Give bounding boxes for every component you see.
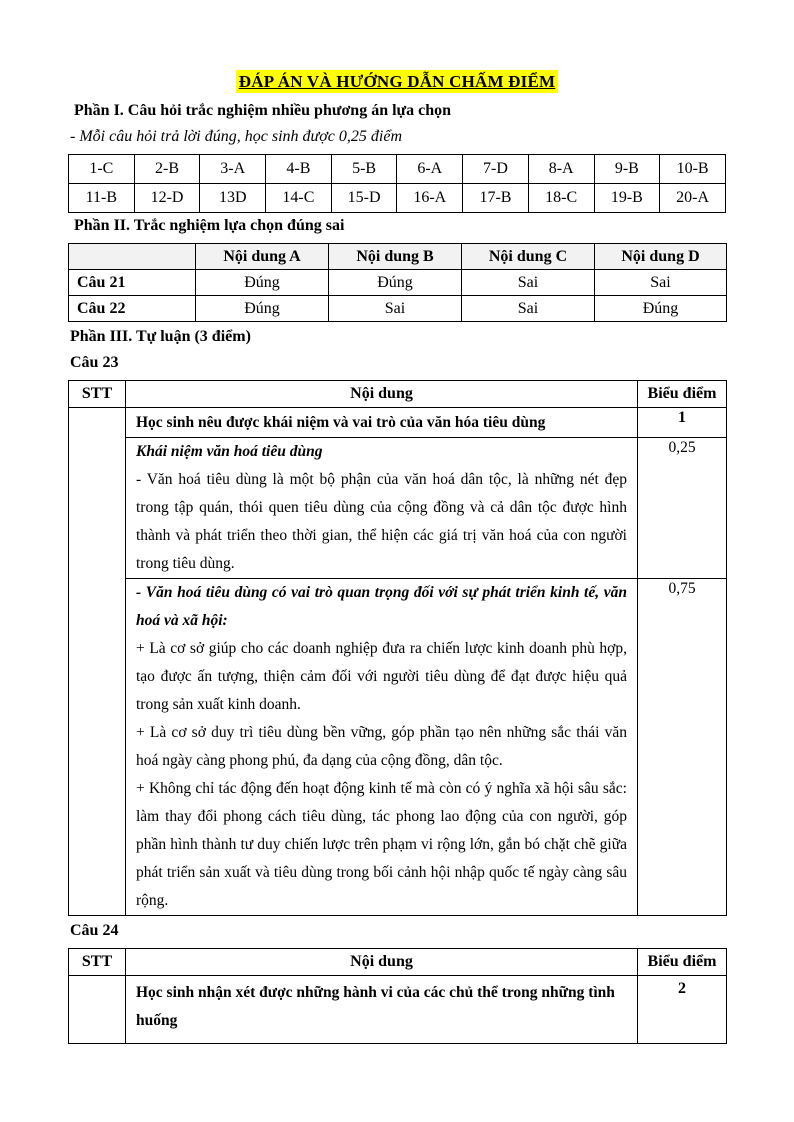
document-title: ĐÁP ÁN VÀ HƯỚNG DẪN CHẤM ĐIỂM [236, 70, 559, 93]
answer-cell: 6-A [397, 155, 463, 184]
truefalse-value: Đúng [329, 270, 462, 296]
answer-row [69, 155, 726, 184]
content-paragraph: + Là cơ sở giúp cho các doanh nghiệp đưa ra chiến lược kinh doanh phù hợp, tạo được ấn tượng, thiện cảm đối với người tiêu dùng để đạt được hiệu quả trong sản xuất kinh doanh. [136, 640, 627, 713]
rubric-content: Học sinh nhận xét được những hành vi của các chủ thể trong những tình huống [126, 976, 638, 1044]
rubric-content [126, 438, 638, 579]
answer-cell: 14-C [266, 184, 332, 213]
answer-cell: 11-B [69, 184, 135, 213]
rubric-header-row [69, 381, 727, 408]
rubric-row [69, 579, 727, 916]
mcq-answer-table [68, 154, 726, 213]
empty-header-cell [69, 244, 196, 270]
part1-heading: Phần I. Câu hỏi trắc nghiệm nhiều phương án lựa chọn [74, 102, 452, 119]
content-subheading: - Văn hoá tiêu dùng có vai trò quan trọng đối với sự phát triển kinh tế, văn hoá và xã hội: [136, 584, 627, 629]
answer-cell: 1-C [69, 155, 135, 184]
rubric-table-q23 [68, 380, 727, 916]
answer-cell: 3-A [200, 155, 266, 184]
score-value: 0,75 [638, 579, 727, 916]
answer-cell: 9-B [594, 155, 660, 184]
answer-cell: 20-A [660, 184, 726, 213]
answer-cell: 13D [200, 184, 266, 213]
truefalse-value: Sai [329, 296, 462, 322]
rubric-row [69, 408, 727, 438]
rubric-row [69, 976, 727, 1044]
rubric-table-q24 [68, 948, 727, 1044]
content-paragraph: - Văn hoá tiêu dùng là một bộ phận của văn hoá dân tộc, là những nét đẹp trong tập quán, thói quen tiêu dùng của cộng đồng và cả dân tộc được hình thành và phát triển theo thời gian, thể hiện các giá trị văn hoá của con người trong tiêu dùng. [136, 471, 627, 572]
truefalse-value: Sai [462, 270, 595, 296]
answer-cell: 7-D [463, 155, 529, 184]
question24-label: Câu 24 [70, 922, 119, 939]
stt-header: STT [69, 949, 126, 976]
column-header: Nội dung B [329, 244, 462, 270]
content-subheading: Khái niệm văn hoá tiêu dùng [136, 443, 323, 460]
column-header: Nội dung A [196, 244, 329, 270]
question23-label: Câu 23 [70, 354, 119, 371]
part1-scoring-note: - Mỗi câu hỏi trả lời đúng, học sinh được 0,25 điểm [70, 128, 402, 145]
answer-cell: 5-B [331, 155, 397, 184]
answer-cell: 15-D [331, 184, 397, 213]
truefalse-row [69, 296, 727, 322]
content-paragraph: + Không chỉ tác động đến hoạt động kinh tế mà còn có ý nghĩa xã hội sâu sắc: làm thay đổi phong cách tiêu dùng, tác phong lao động của con người, góp phần hình thành tư duy chiến lược trên phạm vi rộng lớn, gắn bó chặt chẽ giữa phát triển sản xuất và tiêu dùng trong bối cảnh hội nhập quốc tế ngày càng sâu rộng. [136, 780, 627, 909]
rubric-content: Học sinh nêu được khái niệm và vai trò của văn hóa tiêu dùng [126, 408, 638, 438]
stt-header: STT [69, 381, 126, 408]
truefalse-value: Đúng [196, 296, 329, 322]
document-title-line [68, 72, 726, 92]
content-header: Nội dung [126, 949, 638, 976]
column-header: Nội dung C [462, 244, 595, 270]
score-header: Biểu điểm [638, 949, 727, 976]
answer-cell: 16-A [397, 184, 463, 213]
answer-cell: 4-B [266, 155, 332, 184]
score-value: 1 [638, 408, 727, 438]
question-label: Câu 21 [69, 270, 196, 296]
stt-cell [69, 408, 126, 916]
answer-cell: 12-D [134, 184, 200, 213]
part2-heading: Phần II. Trắc nghiệm lựa chọn đúng sai [74, 217, 345, 234]
rubric-content [126, 579, 638, 916]
answer-cell: 17-B [463, 184, 529, 213]
content-header: Nội dung [126, 381, 638, 408]
answer-cell: 2-B [134, 155, 200, 184]
score-header: Biểu điểm [638, 381, 727, 408]
column-header: Nội dung D [595, 244, 727, 270]
part3-heading: Phần III. Tự luận (3 điểm) [70, 328, 251, 345]
truefalse-value: Sai [462, 296, 595, 322]
score-value: 0,25 [638, 438, 727, 579]
truefalse-header-row [69, 244, 727, 270]
truefalse-value: Sai [595, 270, 727, 296]
content-paragraph: + Là cơ sở duy trì tiêu dùng bền vững, góp phần tạo nên những sắc thái văn hoá ngày càng phong phú, đa dạng của cộng đồng, dân tộc. [136, 724, 627, 769]
answer-cell: 19-B [594, 184, 660, 213]
rubric-row [69, 438, 727, 579]
answer-row [69, 184, 726, 213]
question-label: Câu 22 [69, 296, 196, 322]
truefalse-row [69, 270, 727, 296]
answer-cell: 8-A [528, 155, 594, 184]
rubric-header-row [69, 949, 727, 976]
truefalse-value: Đúng [196, 270, 329, 296]
answer-cell: 10-B [660, 155, 726, 184]
score-value: 2 [638, 976, 727, 1044]
stt-cell [69, 976, 126, 1044]
truefalse-table [68, 243, 727, 322]
truefalse-value: Đúng [595, 296, 727, 322]
answer-cell: 18-C [528, 184, 594, 213]
